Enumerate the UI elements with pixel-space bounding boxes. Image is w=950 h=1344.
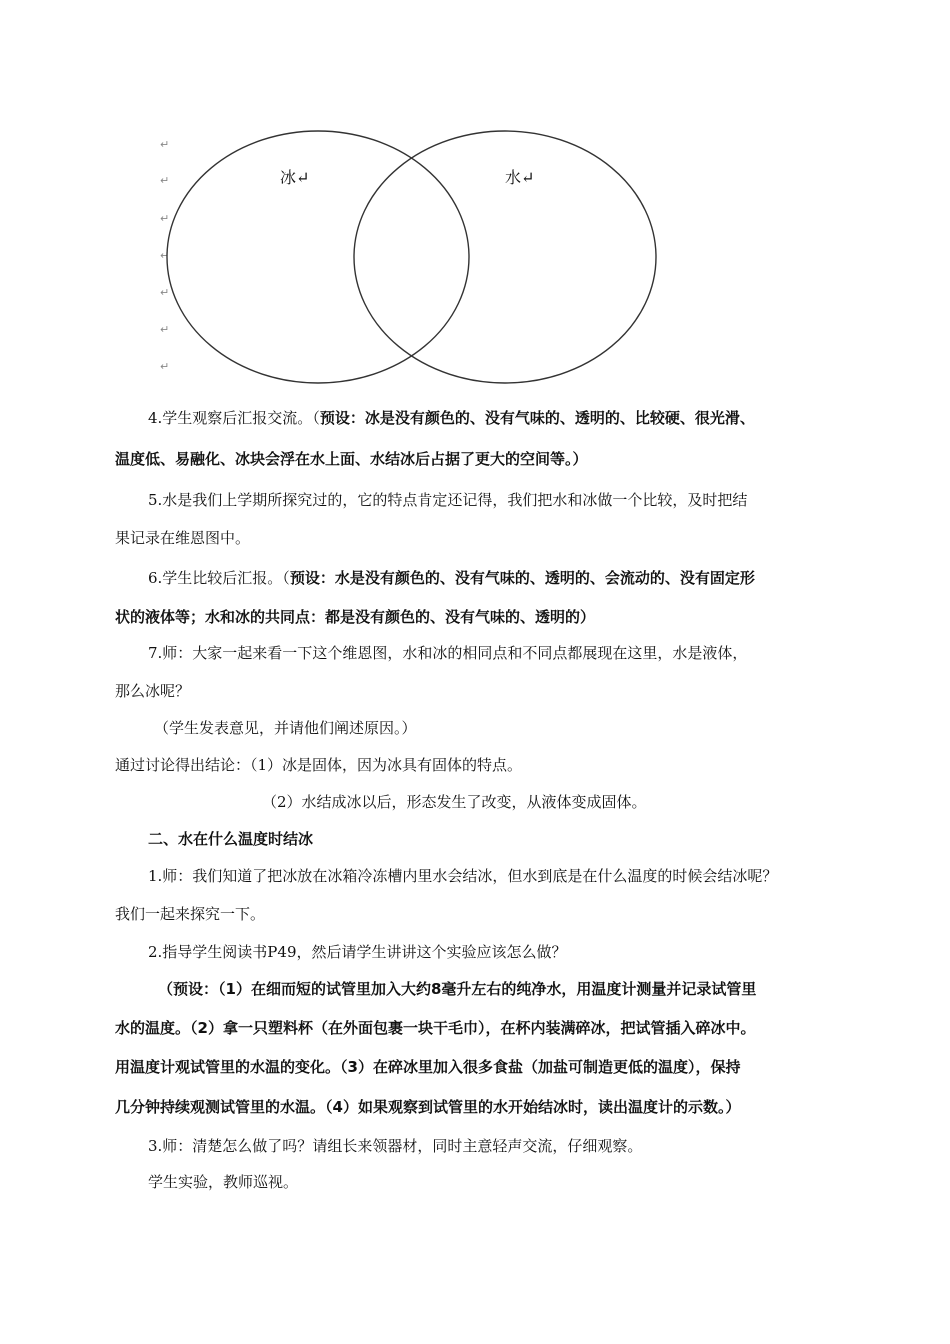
venn-circles <box>150 130 670 390</box>
section-2-paragraph-2: 2.指导学生阅读书P49，然后请学生讲讲这个实验应该怎么做？ <box>148 943 567 961</box>
paragraph-5-line-1: 5.水是我们上学期所探究过的，它的特点肯定还记得，我们把水和冰做一个比较，及时把结 <box>148 491 748 509</box>
paragraph-4-line-2: 温度低、易融化、冰块会浮在水上面、水结冰后占据了更大的空间等。） <box>115 450 588 468</box>
preset-line-3: 用温度计观试管里的水温的变化。（3）在碎冰里加入很多食盐（加盐可制造更低的温度），保持 <box>115 1058 741 1076</box>
water-label: 水↵ <box>505 168 535 187</box>
paragraph-7-line-5: （2）水结成冰以后，形态发生了改变，从液体变成固体。 <box>262 793 647 811</box>
section-heading: 二、水在什么温度时结冰 <box>148 830 314 848</box>
paragraph-6-text: 6.学生比较后汇报。（ <box>148 569 290 587</box>
paragraph-7-line-1: 7.师：大家一起来看一下这个维恩图，水和冰的相同点和不同点都展现在这里，水是液体， <box>148 644 748 662</box>
preset-line-1: （预设：（1）在细而短的试管里加入大约8毫升左右的纯净水，用温度计测量并记录试管里 <box>158 980 757 998</box>
ice-label: 冰↵ <box>280 168 310 187</box>
paragraph-6-line-2: 状的液体等；水和冰的共同点：都是没有颜色的、没有气味的、透明的） <box>115 608 596 626</box>
paragraph-mark: ↵ <box>160 212 170 225</box>
paragraph-mark: ↵ <box>160 174 170 187</box>
preset-line-2: 水的温度。（2）拿一只塑料杯（在外面包裹一块干毛巾），在杯内装满碎冰，把试管插入碎冰中。 <box>115 1019 756 1037</box>
paragraph-4-line-1 <box>148 408 755 428</box>
preset-line-4: 几分钟持续观测试管里的水温。（4）如果观察到试管里的水开始结冰时，读出温度计的示数。） <box>115 1098 741 1116</box>
paragraph-6-line-1 <box>148 568 755 588</box>
section-2-paragraph-3-line-2: 学生实验，教师巡视。 <box>148 1173 299 1191</box>
paragraph-mark: ↵ <box>160 249 170 262</box>
paragraph-4-text: 4.学生观察后汇报交流。（ <box>148 409 320 427</box>
paragraph-mark: ↵ <box>160 286 170 299</box>
paragraph-7-line-4: 通过讨论得出结论：（1）冰是固体，因为冰具有固体的特点。 <box>115 756 523 774</box>
paragraph-7-line-3: （学生发表意见，并请他们阐述原因。） <box>154 719 417 737</box>
ice-circle <box>167 131 469 383</box>
section-2-paragraph-1-line-1: 1.师：我们知道了把冰放在冰箱冷冻槽内里水会结冰，但水到底是在什么温度的时候会结冰呢？ <box>148 867 778 885</box>
section-2-paragraph-1-line-2: 我们一起来探究一下。 <box>115 905 266 923</box>
paragraph-mark: ↵ <box>160 360 170 373</box>
paragraph-7-line-2: 那么冰呢？ <box>115 682 191 700</box>
paragraph-mark: ↵ <box>160 138 170 151</box>
paragraph-mark: ↵ <box>160 323 170 336</box>
section-2-paragraph-3-line-1: 3.师：清楚怎么做了吗？请组长来领器材，同时主意轻声交流，仔细观察。 <box>148 1137 643 1155</box>
paragraph-6-preset: 预设：水是没有颜色的、没有气味的、透明的、会流动的、没有固定形 <box>289 569 755 587</box>
paragraph-5-line-2: 果记录在维恩图中。 <box>115 529 251 547</box>
paragraph-4-preset: 预设：冰是没有颜色的、没有气味的、透明的、比较硬、很光滑、 <box>319 409 755 427</box>
